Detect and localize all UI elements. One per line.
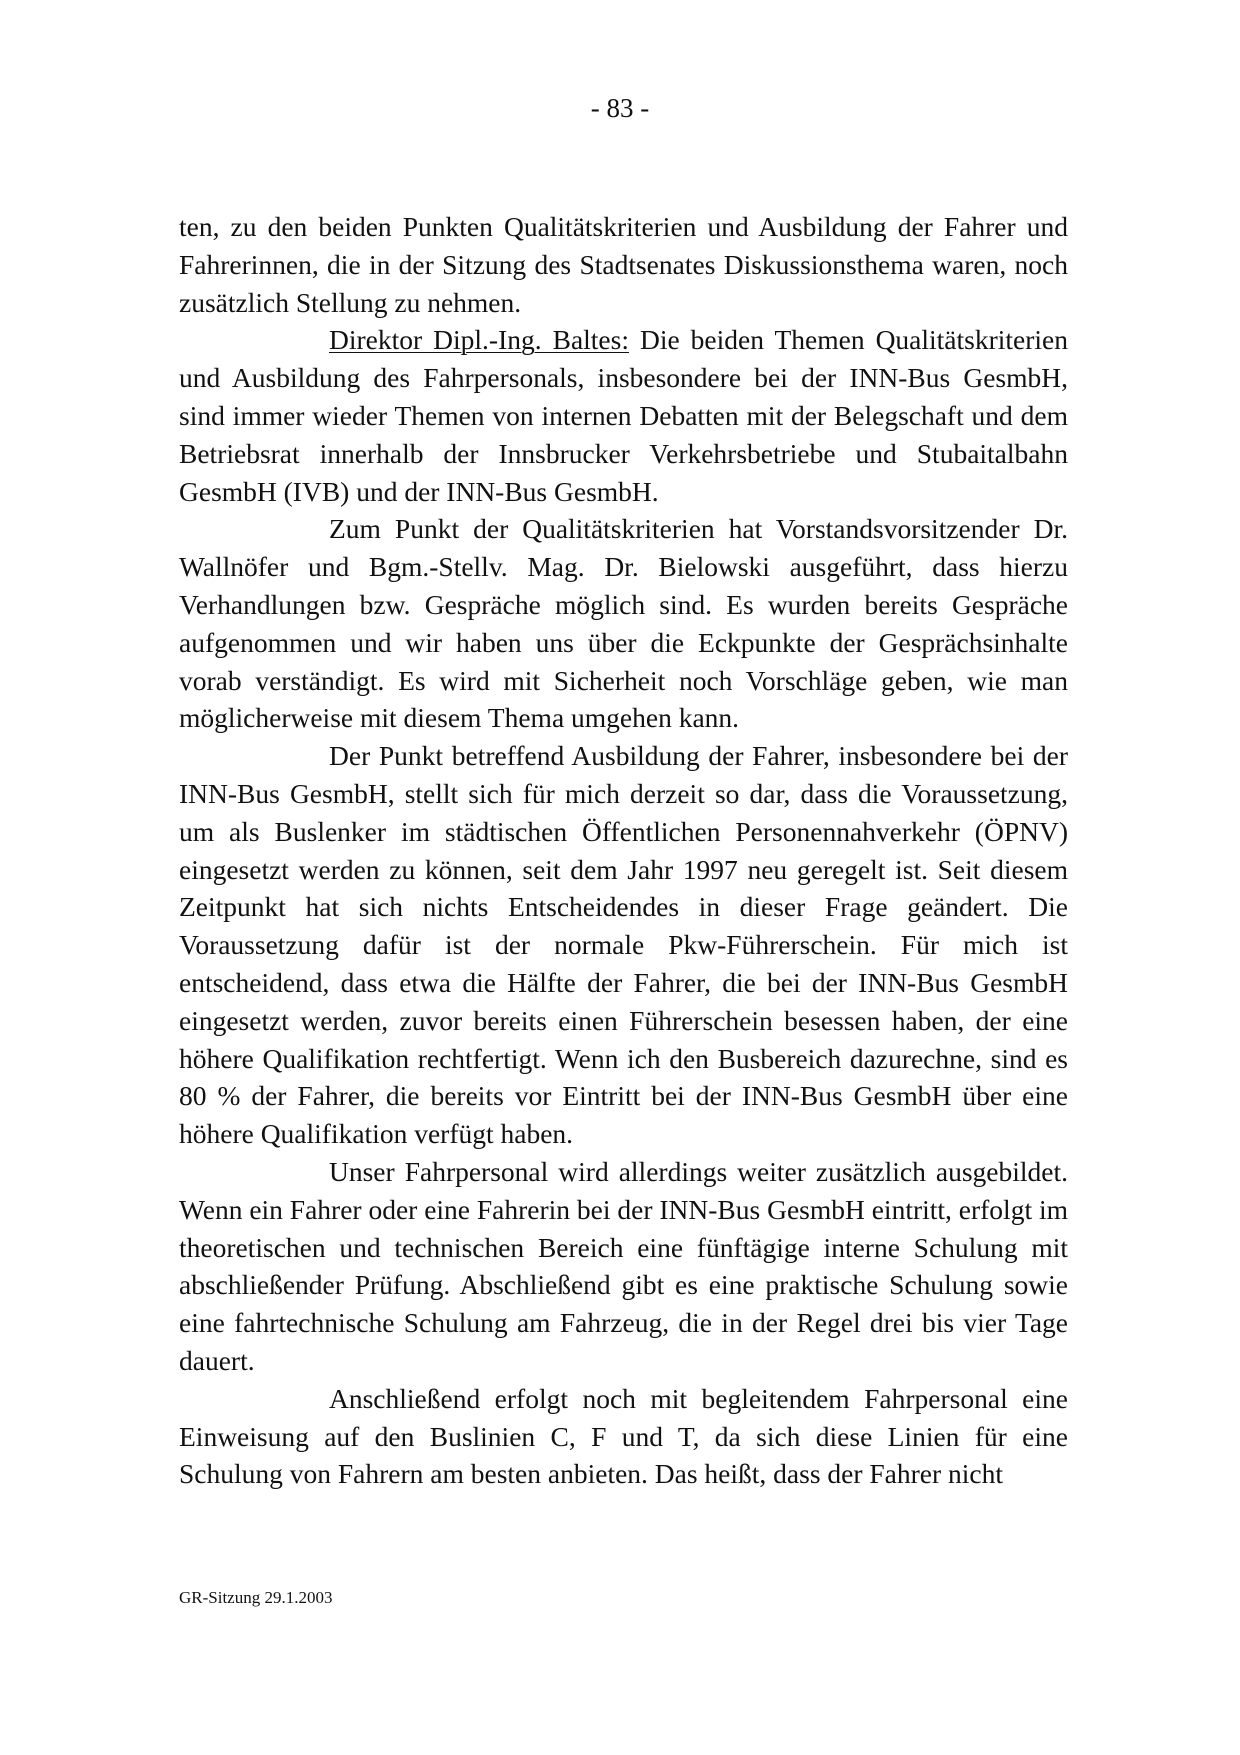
paragraph-continuation <box>179 208 1068 321</box>
paragraph <box>179 1153 1068 1380</box>
paragraph-text: Anschließend erfolgt noch mit begleitendem Fahrpersonal eine Einweisung auf den Buslinien C, F und T, da sich diese Linien für eine Schulung von Fahrern am besten anbieten. Das heißt, dass der Fahrer nicht <box>179 1382 1068 1490</box>
paragraph-text: Unser Fahrpersonal wird allerdings weiter zusätzlich ausgebildet. Wenn ein Fahrer oder eine Fahrerin bei der INN-Bus GesmbH eintritt, erfolgt im theoretischen und technischen Bereich eine fünftägige interne Schulung mit abschließender Prüfung. Abschließend gibt es eine praktische Schulung sowie eine fahrtechnische Schulung am Fahrzeug, die in der Regel drei bis vier Tage dauert. <box>179 1155 1068 1376</box>
paragraph <box>179 737 1068 1153</box>
document-body <box>179 208 1068 1493</box>
paragraph <box>179 510 1068 737</box>
page-number: - 83 - <box>590 93 650 123</box>
speaker-name: Direktor Dipl.-Ing. Baltes: <box>329 324 629 356</box>
paragraph-text: Die beiden Themen Qualitätskriterien und Ausbildung des Fahrpersonals, insbesondere bei der INN-Bus GesmbH, sind immer wieder Themen von internen Debatten mit der Belegschaft und dem Betriebsrat innerhalb der Innsbrucker Verkehrsbetriebe und Stubaitalbahn GesmbH (IVB) und der INN-Bus GesmbH. <box>179 324 1068 507</box>
paragraph <box>179 1380 1068 1493</box>
paragraph-speaker-statement <box>179 321 1068 510</box>
paragraph-text: Der Punkt betreffend Ausbildung der Fahrer, insbesondere bei der INN-Bus GesmbH, stellt sich für mich derzeit so dar, dass die Voraussetzung, um als Buslenker im städtischen Öffentlichen Personennahverkehr (ÖPNV) eingesetzt werden zu können, seit dem Jahr 1997 neu geregelt ist. Seit diesem Zeitpunkt hat sich nichts Entscheidendes in dieser Frage geändert. Die Voraussetzung dafür ist der normale Pkw-Führerschein. Für mich ist entscheidend, dass etwa die Hälfte der Fahrer, die bei der INN-Bus GesmbH eingesetzt werden, zuvor bereits einen Führerschein besessen haben, der eine höhere Qualifikation rechtfertigt. Wenn ich den Busbereich dazurechne, sind es 80 % der Fahrer, die bereits vor Eintritt bei der INN-Bus GesmbH über eine höhere Qualifikation verfügt haben. <box>179 740 1068 1150</box>
paragraph-text: ten, zu den beiden Punkten Qualitätskriterien und Ausbildung der Fahrer und Fahrerinnen, die in der Sitzung des Stadtsenates Diskussionsthema waren, noch zusätzlich Stellung zu nehmen. <box>179 211 1068 318</box>
footer-session-date: GR-Sitzung 29.1.2003 <box>179 1588 333 1607</box>
paragraph-text: Zum Punkt der Qualitätskriterien hat Vorstandsvorsitzender Dr. Wallnöfer und Bgm.-Stellv. Mag. Dr. Bielowski ausgeführt, dass hierzu Verhandlungen bzw. Gespräche möglich sind. Es wurden bereits Gespräche aufgenommen und wir haben uns über die Eckpunkte der Gesprächsinhalte vorab verständigt. Es wird mit Sicherheit noch Vorschläge geben, wie man möglicherweise mit diesem Thema umgehen kann. <box>179 513 1068 734</box>
